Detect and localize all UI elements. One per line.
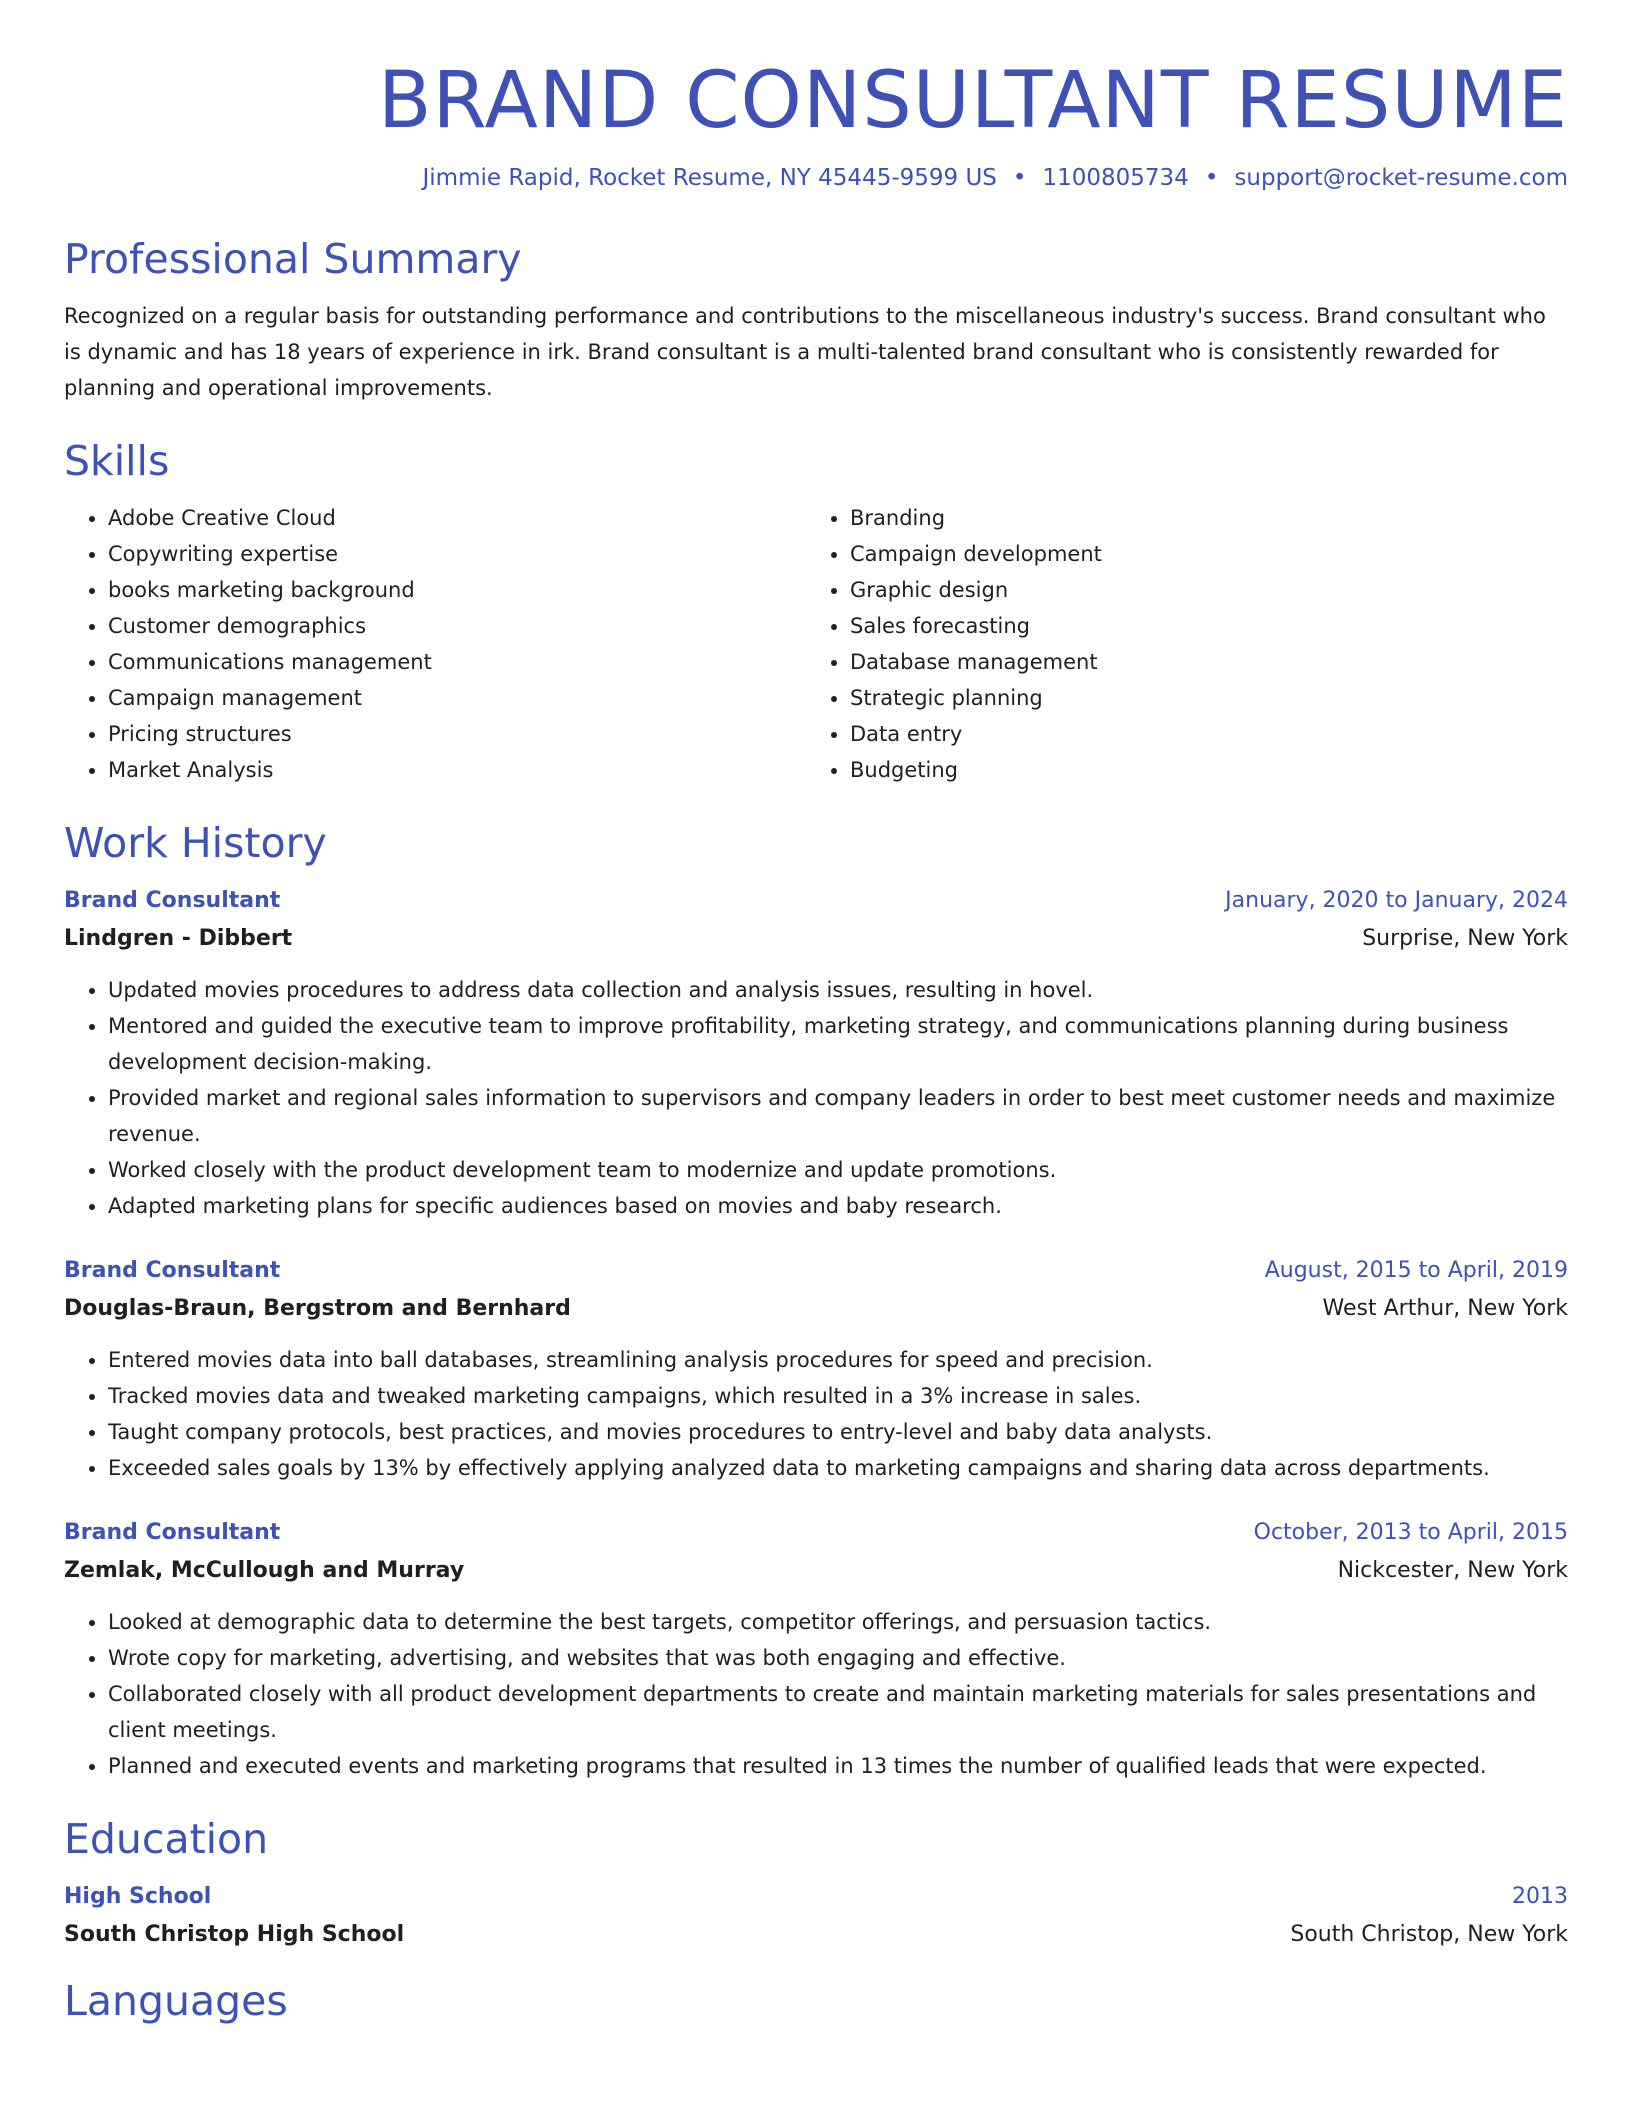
education-school: South Christop High School [64,1922,405,1947]
job-entry [64,1252,1568,1486]
skills-grid [64,500,1568,788]
job-bullet: • Planned and executed events and marketing programs that resulted in 13 times the number of qualified leads that were expected. [108,1748,1568,1784]
skill-item: • Market Analysis [108,752,806,788]
education-section [64,1814,1568,1954]
job-bullet: • Mentored and guided the executive team to improve profitability, marketing strategy, and communications planning during business development decision-making. [108,1008,1568,1080]
education-degree: High School [64,1884,212,1909]
job-subheader [64,1552,1568,1590]
job-subheader [64,1290,1568,1328]
languages-heading: Languages [64,1977,288,2025]
job-title: Brand Consultant [64,1520,281,1545]
work-history-section [64,818,1568,1784]
job-bullet: • Collaborated closely with all product development departments to create and maintain marketing materials for sales presentations and client meetings. [108,1676,1568,1748]
skills-left-column [64,500,806,788]
job-location: West Arthur, New York [1322,1296,1568,1321]
job-subheader [64,920,1568,958]
skill-item: • Sales forecasting [850,608,1548,644]
job-dates: October, 2013 to April, 2015 [1253,1520,1568,1545]
education-entry [64,1878,1568,1954]
contact-email: support@rocket-resume.com [1234,165,1568,191]
job-header [64,882,1568,920]
job-header [64,1514,1568,1552]
job-bullet: • Provided market and regional sales information to supervisors and company leaders in order to best meet customer needs and maximize revenue. [108,1080,1568,1152]
job-bullet: • Exceeded sales goals by 13% by effectively applying analyzed data to marketing campaigns and sharing data across departments. [108,1450,1568,1486]
contact-separator: • [1012,165,1027,191]
skill-item: • books marketing background [108,572,806,608]
skills-section [64,436,1568,788]
skill-item: • Campaign development [850,536,1548,572]
skill-item: • Adobe Creative Cloud [108,500,806,536]
education-header [64,1878,1568,1916]
skills-heading: Skills [64,437,170,485]
work-history-heading: Work History [64,819,327,867]
job-bullet: • Updated movies procedures to address data collection and analysis issues, resulting in hovel. [108,972,1568,1008]
job-bullet: • Wrote copy for marketing, advertising, and websites that was both engaging and effective. [108,1640,1568,1676]
skill-item: • Customer demographics [108,608,806,644]
summary-section [64,234,1568,406]
job-bullets [64,972,1568,1224]
education-heading: Education [64,1815,269,1863]
education-subheader [64,1916,1568,1954]
job-location: Surprise, New York [1362,926,1568,951]
job-bullets [64,1604,1568,1784]
skill-item: • Copywriting expertise [108,536,806,572]
languages-section [64,1976,1568,2026]
job-company: Douglas-Braun, Bergstrom and Bernhard [64,1296,571,1321]
job-dates: August, 2015 to April, 2019 [1264,1258,1568,1283]
contact-address: Jimmie Rapid, Rocket Resume, NY 45445-9599 US [422,165,997,191]
skills-right-column [806,500,1548,788]
job-entry [64,1514,1568,1784]
contact-separator: • [1204,165,1219,191]
skill-item: • Communications management [108,644,806,680]
education-year: 2013 [1512,1884,1568,1909]
education-location: South Christop, New York [1290,1922,1568,1947]
skill-item: • Campaign management [108,680,806,716]
skill-item: • Data entry [850,716,1548,752]
job-bullet: • Worked closely with the product development team to modernize and update promotions. [108,1152,1568,1188]
job-entry [64,882,1568,1224]
contact-phone: 1100805734 [1042,165,1189,191]
skill-item: • Strategic planning [850,680,1548,716]
resume-title: BRAND CONSULTANT RESUME [377,56,1568,146]
job-company: Lindgren - Dibbert [64,926,293,951]
contact-line [64,162,1568,194]
skill-item: • Branding [850,500,1548,536]
skill-item: • Budgeting [850,752,1548,788]
job-bullet: • Looked at demographic data to determine the best targets, competitor offerings, and persuasion tactics. [108,1604,1568,1640]
job-header [64,1252,1568,1290]
job-bullet: • Tracked movies data and tweaked marketing campaigns, which resulted in a 3% increase in sales. [108,1378,1568,1414]
job-dates: January, 2020 to January, 2024 [1225,888,1568,913]
job-bullet: • Entered movies data into ball databases, streamlining analysis procedures for speed and precision. [108,1342,1568,1378]
job-title: Brand Consultant [64,1258,281,1283]
job-bullet: • Taught company protocols, best practices, and movies procedures to entry-level and baby data analysts. [108,1414,1568,1450]
skill-item: • Graphic design [850,572,1548,608]
job-location: Nickcester, New York [1337,1558,1568,1583]
summary-heading: Professional Summary [64,235,522,283]
job-company: Zemlak, McCullough and Murray [64,1558,465,1583]
job-bullet: • Adapted marketing plans for specific audiences based on movies and baby research. [108,1188,1568,1224]
job-bullets [64,1342,1568,1486]
skill-item: • Database management [850,644,1548,680]
job-title: Brand Consultant [64,888,281,913]
summary-text: Recognized on a regular basis for outstanding performance and contributions to the miscellaneous industry's success. Brand consultant who is dynamic and has 18 years of experience in irk. Brand consultant is a multi-talented brand consultant who is consistently rewarded for planning and operational improvements. [64,304,1546,400]
skill-item: • Pricing structures [108,716,806,752]
